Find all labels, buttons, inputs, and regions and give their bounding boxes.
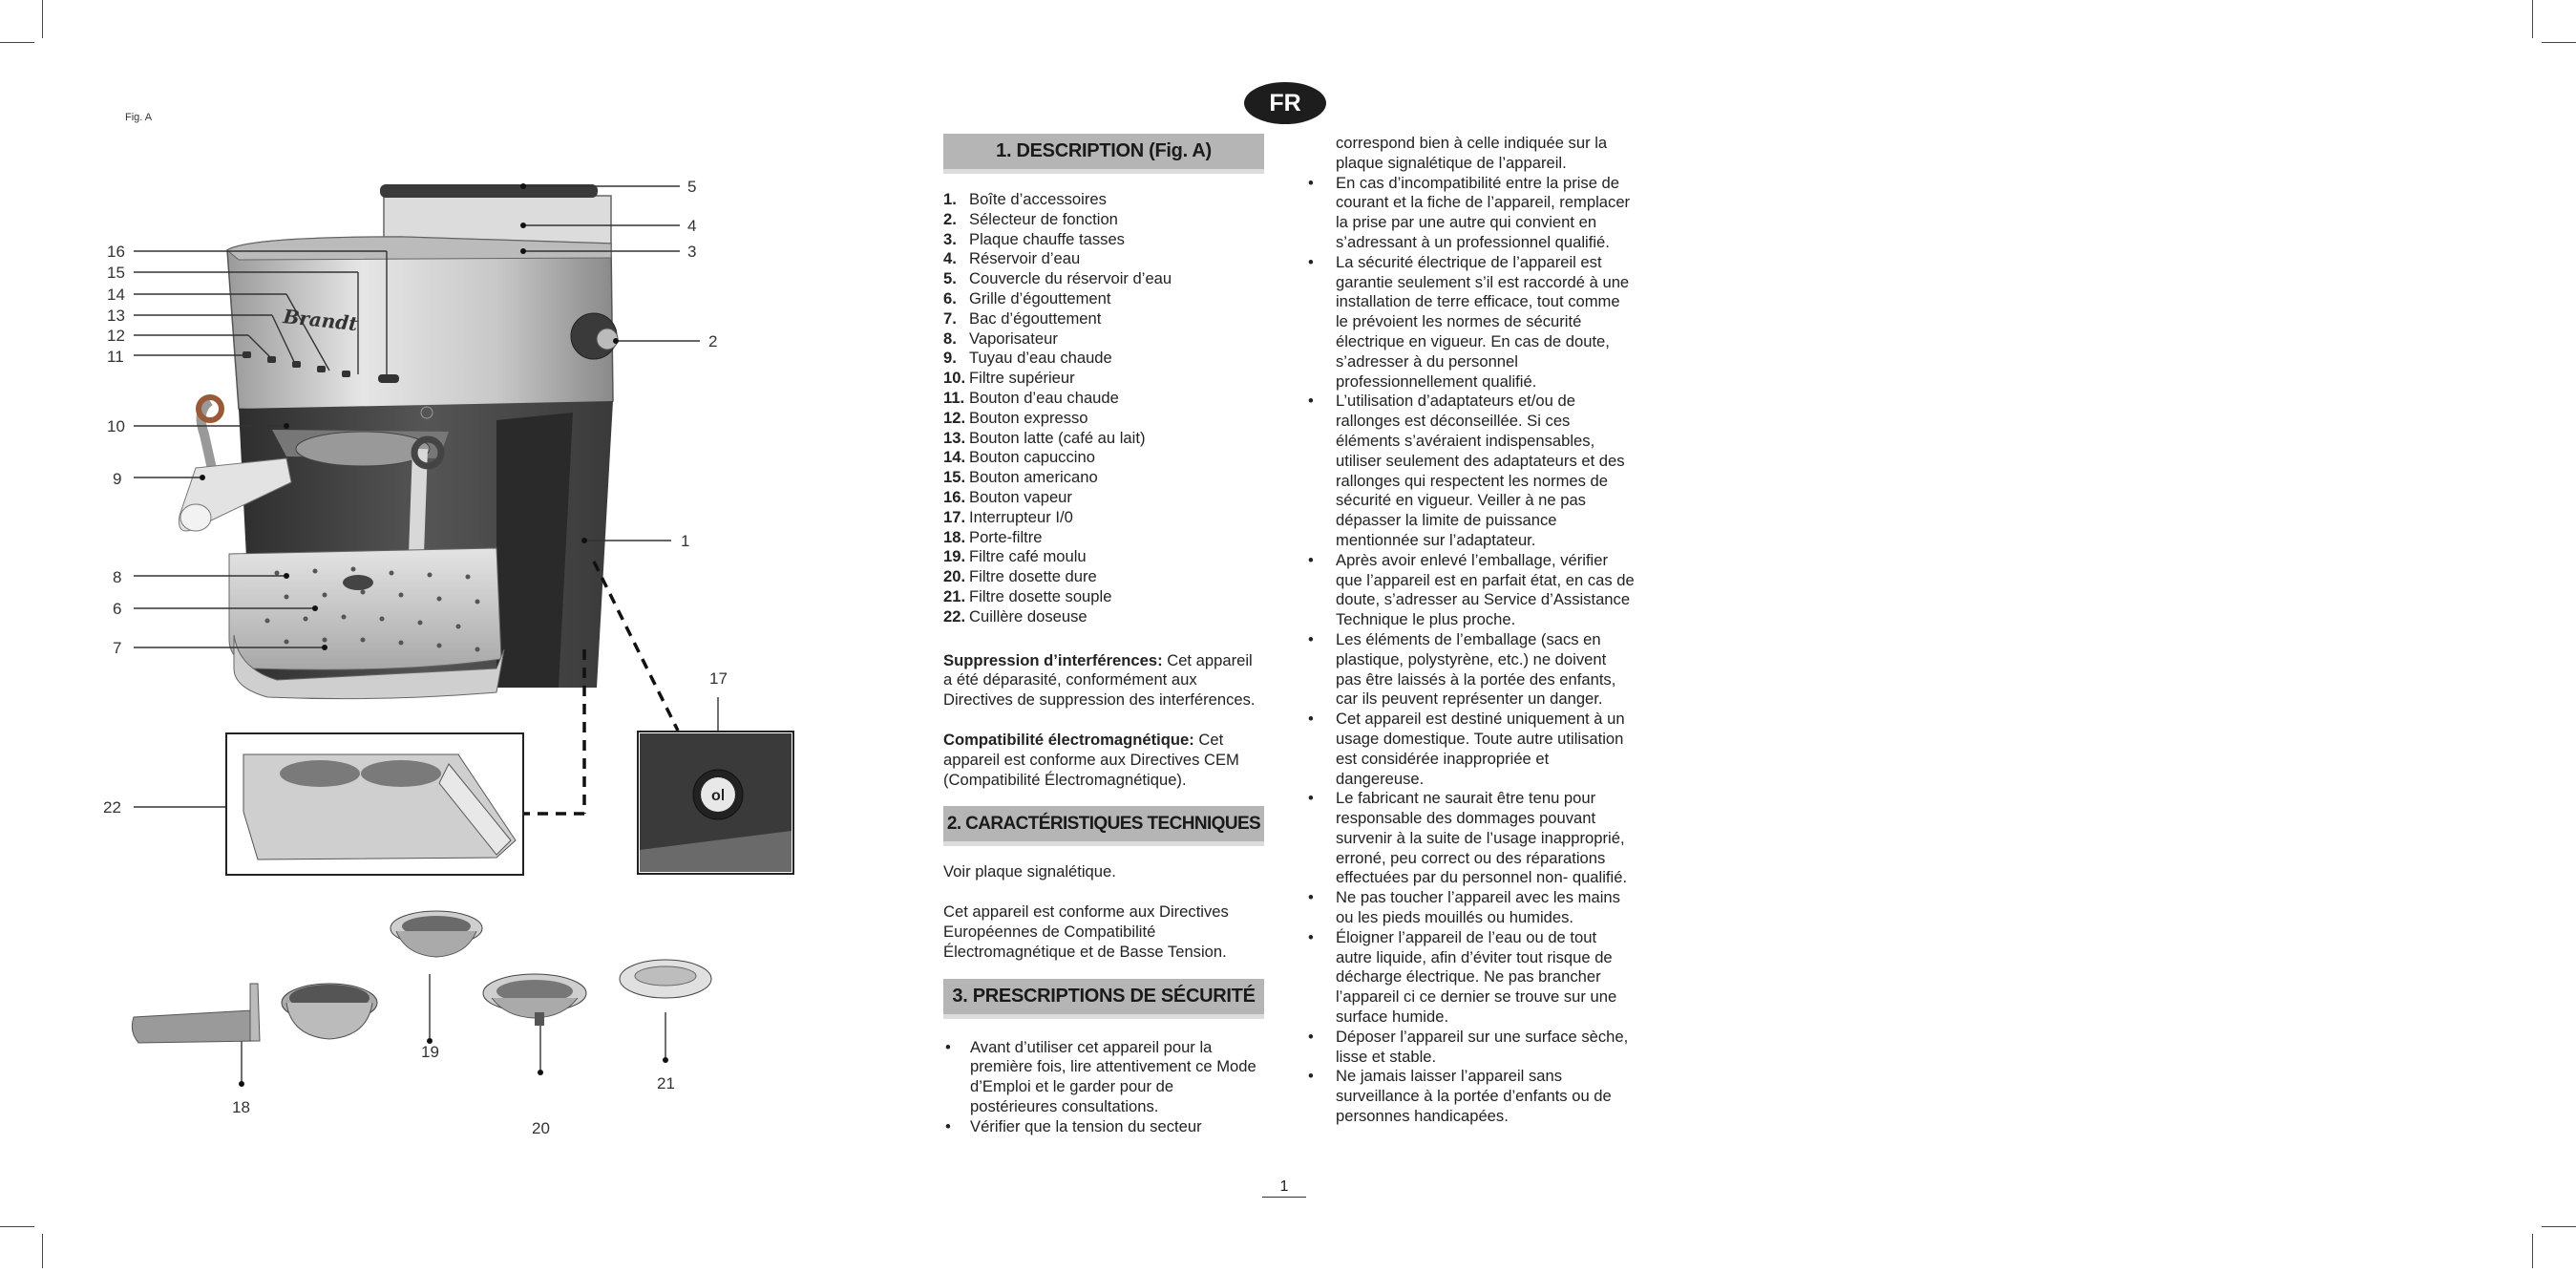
list-item: 8. Vaporisateur (943, 329, 1058, 348)
callout-12: 12 (107, 327, 125, 345)
coffee-machine-figure (0, 0, 859, 1268)
list-item: • Éloigner l’appareil de l’eau ou de tout autre liquide, afin d’éviter tout risque de décharge électrique. Ne pas brancher l’appareil ci ce dernier se trouve sur une surface humide. (1306, 928, 1636, 1028)
page-number: 1 (1262, 1178, 1306, 1198)
ground-coffee-filter (391, 911, 482, 957)
text-column-2 (1306, 134, 1636, 1127)
list-item: 9. Tuyau d’eau chaude (943, 349, 1112, 368)
list-item: • Vérifier que la tension du secteur (943, 1117, 1264, 1137)
callout-2: 2 (708, 332, 718, 350)
list-item: 22. Cuillère doseuse (943, 606, 1087, 626)
parts-list (943, 190, 1264, 627)
crop-mark (2532, 0, 2533, 38)
callout-7: 7 (113, 639, 122, 657)
list-item: 15. Bouton americano (943, 468, 1098, 487)
callout-4: 4 (687, 217, 697, 235)
crop-mark (2542, 42, 2576, 43)
list-item: 19. Filtre café moulu (943, 547, 1087, 566)
callout-9: 9 (113, 470, 122, 488)
list-item: • Avant d’utiliser cet appareil pour la première fois, lire attentivement ce Mode d’Emploi et le garder pour de postérieures consultations. (943, 1038, 1264, 1117)
crop-mark (2532, 1234, 2533, 1268)
list-item: 11. Bouton d’eau chaude (943, 388, 1119, 407)
list-item: • Ne jamais laisser l’appareil sans surveillance à la portée d’enfants ou de personnes handicapées. (1306, 1067, 1636, 1126)
section-title-description: 1. DESCRIPTION (Fig. A) (943, 134, 1264, 174)
list-item: • La sécurité électrique de l’appareil est garantie seulement s’il est raccordé à une installation de terre efficace, tout comme le prévoient les normes de sécurité électrique en vigueur. En cas de doute, s’adresser à du personnel professionnellement qualifié. (1306, 253, 1636, 393)
machine-top-housing (227, 237, 613, 420)
section-title-safety: 3. PRESCRIPTIONS DE SÉCURITÉ (943, 979, 1264, 1019)
coffee-machine-illustration (0, 0, 859, 1268)
list-item: • Ne pas toucher l’appareil avec les mains ou les pieds mouillés ou humides. (1306, 888, 1636, 928)
safety-list-col1 (943, 1038, 1264, 1137)
crop-mark (2542, 1226, 2576, 1227)
emc-paragraph: Compatibilité électromagnétique: Cet appareil est conforme aux Directives CEM (Compatibilité Électromagnétique). (943, 730, 1239, 789)
list-item: 20. Filtre dosette dure (943, 567, 1097, 586)
list-item: 2. Sélecteur de fonction (943, 209, 1118, 228)
list-item: 16. Bouton vapeur (943, 487, 1072, 506)
list-item: • Cet appareil est destiné uniquement à un usage domestique. Toute autre utilisation est considérée inappropriée et dangereuse. (1306, 710, 1636, 789)
list-item: • Le fabricant ne saurait être tenu pour responsable des dommages pouvant survenir à la suite de l’usage inapproprié, erroné, peu correct ou des réparations effectuées par du personnel non- qualifié. (1306, 789, 1636, 888)
callout-18: 18 (232, 1098, 250, 1116)
callout-20: 20 (532, 1119, 550, 1137)
list-item: 4. Réservoir d’eau (943, 249, 1081, 268)
section-title-technical: 2. CARACTÉRISTIQUES TECHNIQUES (943, 806, 1264, 846)
svg-text:o: o (711, 788, 721, 804)
list-item: • Après avoir enlevé l’emballage, vérifier que l’appareil est en parfait état, en cas de doute, s’adresser au Service d’Assistance Technique le plus proche. (1306, 551, 1636, 630)
callout-14: 14 (107, 286, 125, 304)
callout-10: 10 (107, 417, 125, 435)
list-item: 18. Porte-filtre (943, 527, 1043, 546)
list-item: 1. Boîte d’accessoires (943, 190, 1107, 208)
list-item: 5. Couvercle du réservoir d’eau (943, 269, 1172, 288)
callout-16: 16 (107, 243, 125, 261)
filter-holder (132, 984, 377, 1043)
list-item: • Déposer l’appareil sur une surface sèche, lisse et stable. (1306, 1028, 1636, 1068)
list-item: 12. Bouton expresso (943, 408, 1088, 427)
list-item: 10. Filtre supérieur (943, 369, 1075, 388)
callout-21: 21 (657, 1074, 675, 1093)
list-item: • L’utilisation d’adaptateurs et/ou de rallonges est déconseillée. Si ces éléments s’avéraient indispensables, utiliser seulement des adaptateurs et des rallonges qui respectent les normes de sécurité en vigueur. Veiller à ne pas dépasser la limite de puissance mentionnée sur l’adaptateur. (1306, 392, 1636, 550)
language-badge: FR (1244, 82, 1326, 124)
callout-17: 17 (709, 669, 728, 688)
list-item: 7. Bac d’égouttement (943, 308, 1102, 328)
callout-3: 3 (687, 243, 697, 261)
callout-8: 8 (113, 568, 122, 586)
text-column-1 (943, 134, 1264, 1136)
list-item: • En cas d’incompatibilité entre la prise de courant et la fiche de l’appareil, remplacer la prise par une autre qui convient en s’adressant à un professionnel qualifié. (1306, 174, 1636, 253)
figure-label: Fig. A (125, 112, 153, 123)
list-item: • Les éléments de l’emballage (sacs en plastique, polystyrène, etc.) ne doivent pas être laissés à la portée des enfants, car ils peuvent représenter un danger. (1306, 630, 1636, 710)
callout-22: 22 (103, 798, 121, 817)
technical-paragraph-2: Cet appareil est conforme aux Directives Européennes de Compatibilité Électromagnétique et de Basse Tension. (943, 902, 1229, 961)
callout-13: 13 (107, 307, 125, 325)
technical-paragraph-1: Voir plaque signalétique. (943, 862, 1116, 881)
list-item: 6. Grille d’égouttement (943, 288, 1111, 308)
callout-19: 19 (421, 1043, 439, 1061)
callout-1: 1 (681, 532, 690, 550)
hard-pod-filter (483, 974, 586, 1026)
interference-paragraph: Suppression d’interférences: Cet appareil a été déparasité, conformément aux Directives de suppression des interférences. (943, 650, 1256, 710)
callout-5: 5 (687, 178, 697, 196)
callout-6: 6 (113, 600, 122, 618)
callout-11: 11 (107, 348, 124, 366)
list-item: 17. Interrupteur I/0 (943, 507, 1073, 526)
continued-text: correspond bien à celle indiquée sur la plaque signalétique de l’appareil. (1336, 134, 1608, 172)
brand-logo: Brandt (282, 305, 359, 336)
list-item: 21. Filtre dosette souple (943, 586, 1112, 605)
list-item: 14. Bouton capuccino (943, 448, 1095, 467)
callout-15: 15 (107, 264, 125, 282)
soft-pod-filter (620, 960, 711, 998)
safety-list-col2 (1306, 174, 1636, 1127)
list-item: 3. Plaque chauffe tasses (943, 229, 1125, 248)
list-item: 13. Bouton latte (café au lait) (943, 428, 1146, 447)
